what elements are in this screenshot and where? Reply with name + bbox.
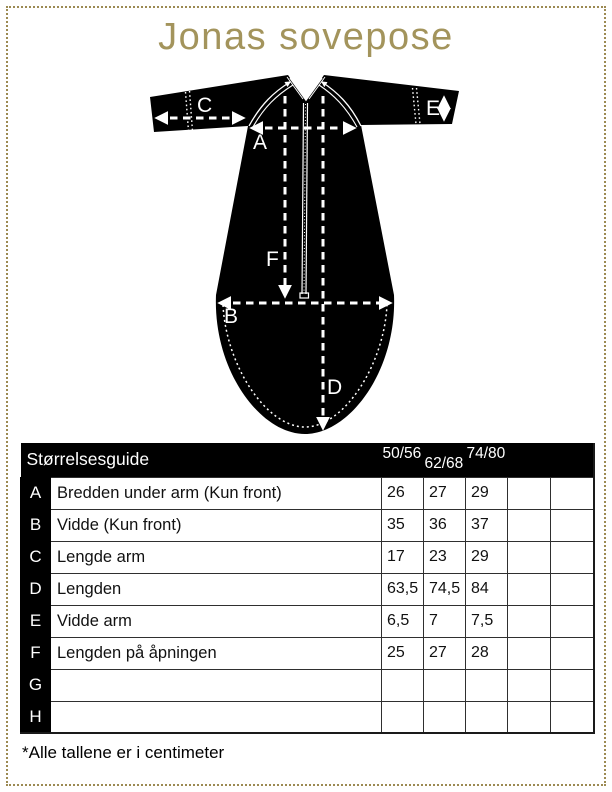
row-label: Lengden på åpningen xyxy=(51,637,382,669)
table-row xyxy=(21,701,594,733)
table-row xyxy=(21,669,594,701)
row-value xyxy=(466,701,508,733)
row-letter: H xyxy=(21,701,51,733)
size-column-50-56 xyxy=(382,443,424,477)
row-value xyxy=(466,669,508,701)
row-value: 63,5 xyxy=(382,573,424,605)
row-value xyxy=(551,637,594,669)
row-label xyxy=(51,669,382,701)
row-value: 36 xyxy=(424,509,466,541)
row-value xyxy=(551,573,594,605)
table-row xyxy=(21,637,594,669)
diagram-label-f: F xyxy=(266,248,279,271)
row-label: Vidde (Kun front) xyxy=(51,509,382,541)
table-row xyxy=(21,477,594,509)
table-row xyxy=(21,573,594,605)
row-value xyxy=(508,701,551,733)
size-label: 74/80 xyxy=(466,444,506,462)
row-value: 74,5 xyxy=(424,573,466,605)
size-column-74-80 xyxy=(466,443,508,477)
row-value: 27 xyxy=(424,477,466,509)
row-label: Lengde arm xyxy=(51,541,382,573)
header-row xyxy=(21,443,594,477)
row-value xyxy=(508,541,551,573)
row-label: Lengden xyxy=(51,573,382,605)
row-value: 29 xyxy=(466,541,508,573)
row-letter: A xyxy=(21,477,51,509)
row-letter: G xyxy=(21,669,51,701)
row-value xyxy=(382,701,424,733)
row-value xyxy=(508,669,551,701)
table-row xyxy=(21,541,594,573)
size-guide-table xyxy=(20,443,595,734)
table-title: Størrelsesguide xyxy=(21,443,382,477)
row-value xyxy=(551,477,594,509)
row-letter: D xyxy=(21,573,51,605)
page-title: Jonas sovepose xyxy=(158,16,454,58)
row-value xyxy=(551,605,594,637)
row-value xyxy=(551,509,594,541)
units-footnote: *Alle tallene er i centimeter xyxy=(22,743,225,762)
row-value xyxy=(424,669,466,701)
table-row xyxy=(21,509,594,541)
size-column-empty-1 xyxy=(508,443,551,477)
diagram-label-c: C xyxy=(197,94,213,117)
row-value: 29 xyxy=(466,477,508,509)
row-letter: F xyxy=(21,637,51,669)
row-value xyxy=(551,541,594,573)
size-label: 50/56 xyxy=(382,444,422,462)
row-value: 37 xyxy=(466,509,508,541)
row-value: 23 xyxy=(424,541,466,573)
size-column-62-68 xyxy=(424,443,466,477)
row-value xyxy=(508,605,551,637)
row-value: 6,5 xyxy=(382,605,424,637)
row-value xyxy=(508,637,551,669)
row-value: 84 xyxy=(466,573,508,605)
size-column-empty-2 xyxy=(551,443,594,477)
row-letter: E xyxy=(21,605,51,637)
row-value xyxy=(508,509,551,541)
row-label: Bredden under arm (Kun front) xyxy=(51,477,382,509)
diagram-label-b: B xyxy=(224,305,239,328)
row-value: 7,5 xyxy=(466,605,508,637)
row-label: Vidde arm xyxy=(51,605,382,637)
row-value: 35 xyxy=(382,509,424,541)
row-value: 25 xyxy=(382,637,424,669)
table-row xyxy=(21,605,594,637)
row-value xyxy=(508,477,551,509)
row-value: 28 xyxy=(466,637,508,669)
diagram-label-e: E xyxy=(426,97,441,120)
row-value: 17 xyxy=(382,541,424,573)
size-label: 62/68 xyxy=(424,454,464,472)
diagram-label-a: A xyxy=(253,131,268,154)
row-letter: B xyxy=(21,509,51,541)
row-letter: C xyxy=(21,541,51,573)
row-value xyxy=(382,669,424,701)
row-value xyxy=(551,669,594,701)
row-value: 27 xyxy=(424,637,466,669)
row-label xyxy=(51,701,382,733)
row-value xyxy=(508,573,551,605)
size-guide-header xyxy=(21,443,594,477)
row-value xyxy=(551,701,594,733)
row-value: 26 xyxy=(382,477,424,509)
row-value xyxy=(424,701,466,733)
row-value: 7 xyxy=(424,605,466,637)
diagram-label-d: D xyxy=(327,376,343,399)
